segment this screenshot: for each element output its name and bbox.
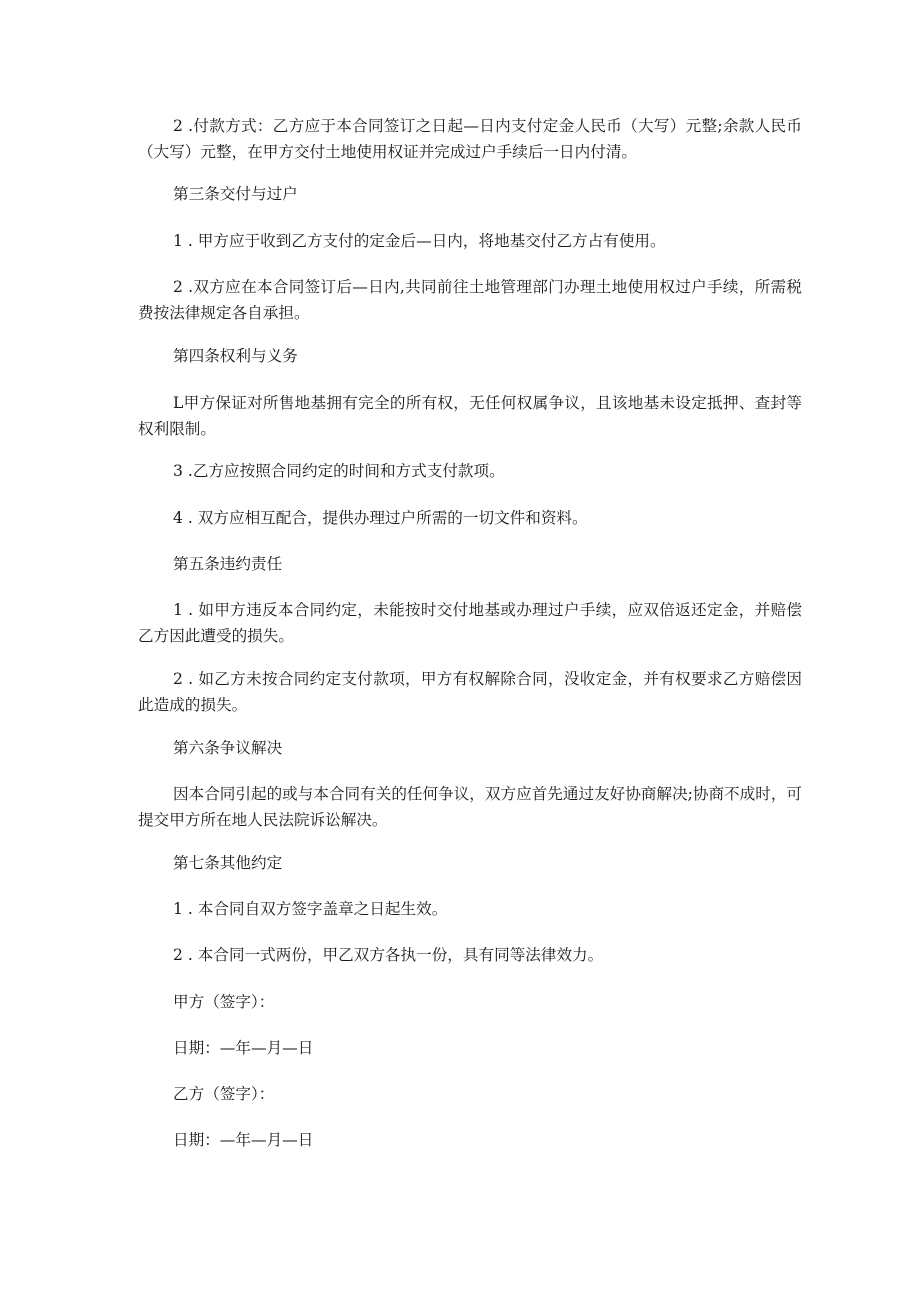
article-4-heading: 第四条权利与义务 bbox=[173, 347, 298, 365]
article-6-body: 因本合同引起的或与本合同有关的任何争议，双方应首先通过友好协商解决;协商不成时，可提交甲方所在地人民法院诉讼解决。 bbox=[138, 785, 803, 829]
party-b-signature: 乙方（签字）： bbox=[173, 1085, 275, 1103]
article-5-clause-1: 1 . 如甲方违反本合同约定，未能按时交付地基或办理过户手续，应双倍返还定金，并赔偿乙方因此遭受的损失。 bbox=[138, 601, 802, 645]
party-a-signature: 甲方（签字）： bbox=[173, 993, 275, 1011]
article-3-clause-1: 1 . 甲方应于收到乙方支付的定金后—日内，将地基交付乙方占有使用。 bbox=[173, 232, 666, 250]
article-4-clause-1: L甲方保证对所售地基拥有完全的所有权，无任何权属争议，且该地基未设定抵押、查封等权利限制。 bbox=[138, 394, 802, 438]
payment-method-clause: 2 .付款方式：乙方应于本合同签订之日起—日内支付定金人民币（大写）元整;余款人民币（大写）元整，在甲方交付土地使用权证并完成过户手续后一日内付清。 bbox=[138, 117, 802, 161]
article-3-heading: 第三条交付与过户 bbox=[173, 185, 298, 203]
article-7-clause-2: 2 . 本合同一式两份，甲乙双方各执一份，具有同等法律效力。 bbox=[173, 946, 604, 964]
article-5-heading: 第五条违约责任 bbox=[173, 555, 283, 573]
article-6-heading: 第六条争议解决 bbox=[173, 739, 283, 757]
article-7-clause-1: 1 . 本合同自双方签字盖章之日起生效。 bbox=[173, 900, 448, 918]
party-b-date: 日期：—年—月—日 bbox=[173, 1131, 314, 1149]
article-3-clause-2: 2 .双方应在本合同签订后—日内,共同前往土地管理部门办理土地使用权过户手续，所需税费按法律规定各自承担。 bbox=[138, 278, 802, 322]
party-a-date: 日期：—年—月—日 bbox=[173, 1039, 314, 1057]
article-5-clause-2: 2 . 如乙方未按合同约定支付款项，甲方有权解除合同，没收定金，并有权要求乙方赔偿因此造成的损失。 bbox=[138, 670, 802, 714]
article-4-clause-4: 4 . 双方应相互配合，提供办理过户所需的一切文件和资料。 bbox=[173, 509, 588, 527]
article-4-clause-3: 3 .乙方应按照合同约定的时间和方式支付款项。 bbox=[173, 462, 505, 480]
article-7-heading: 第七条其他约定 bbox=[173, 854, 283, 872]
